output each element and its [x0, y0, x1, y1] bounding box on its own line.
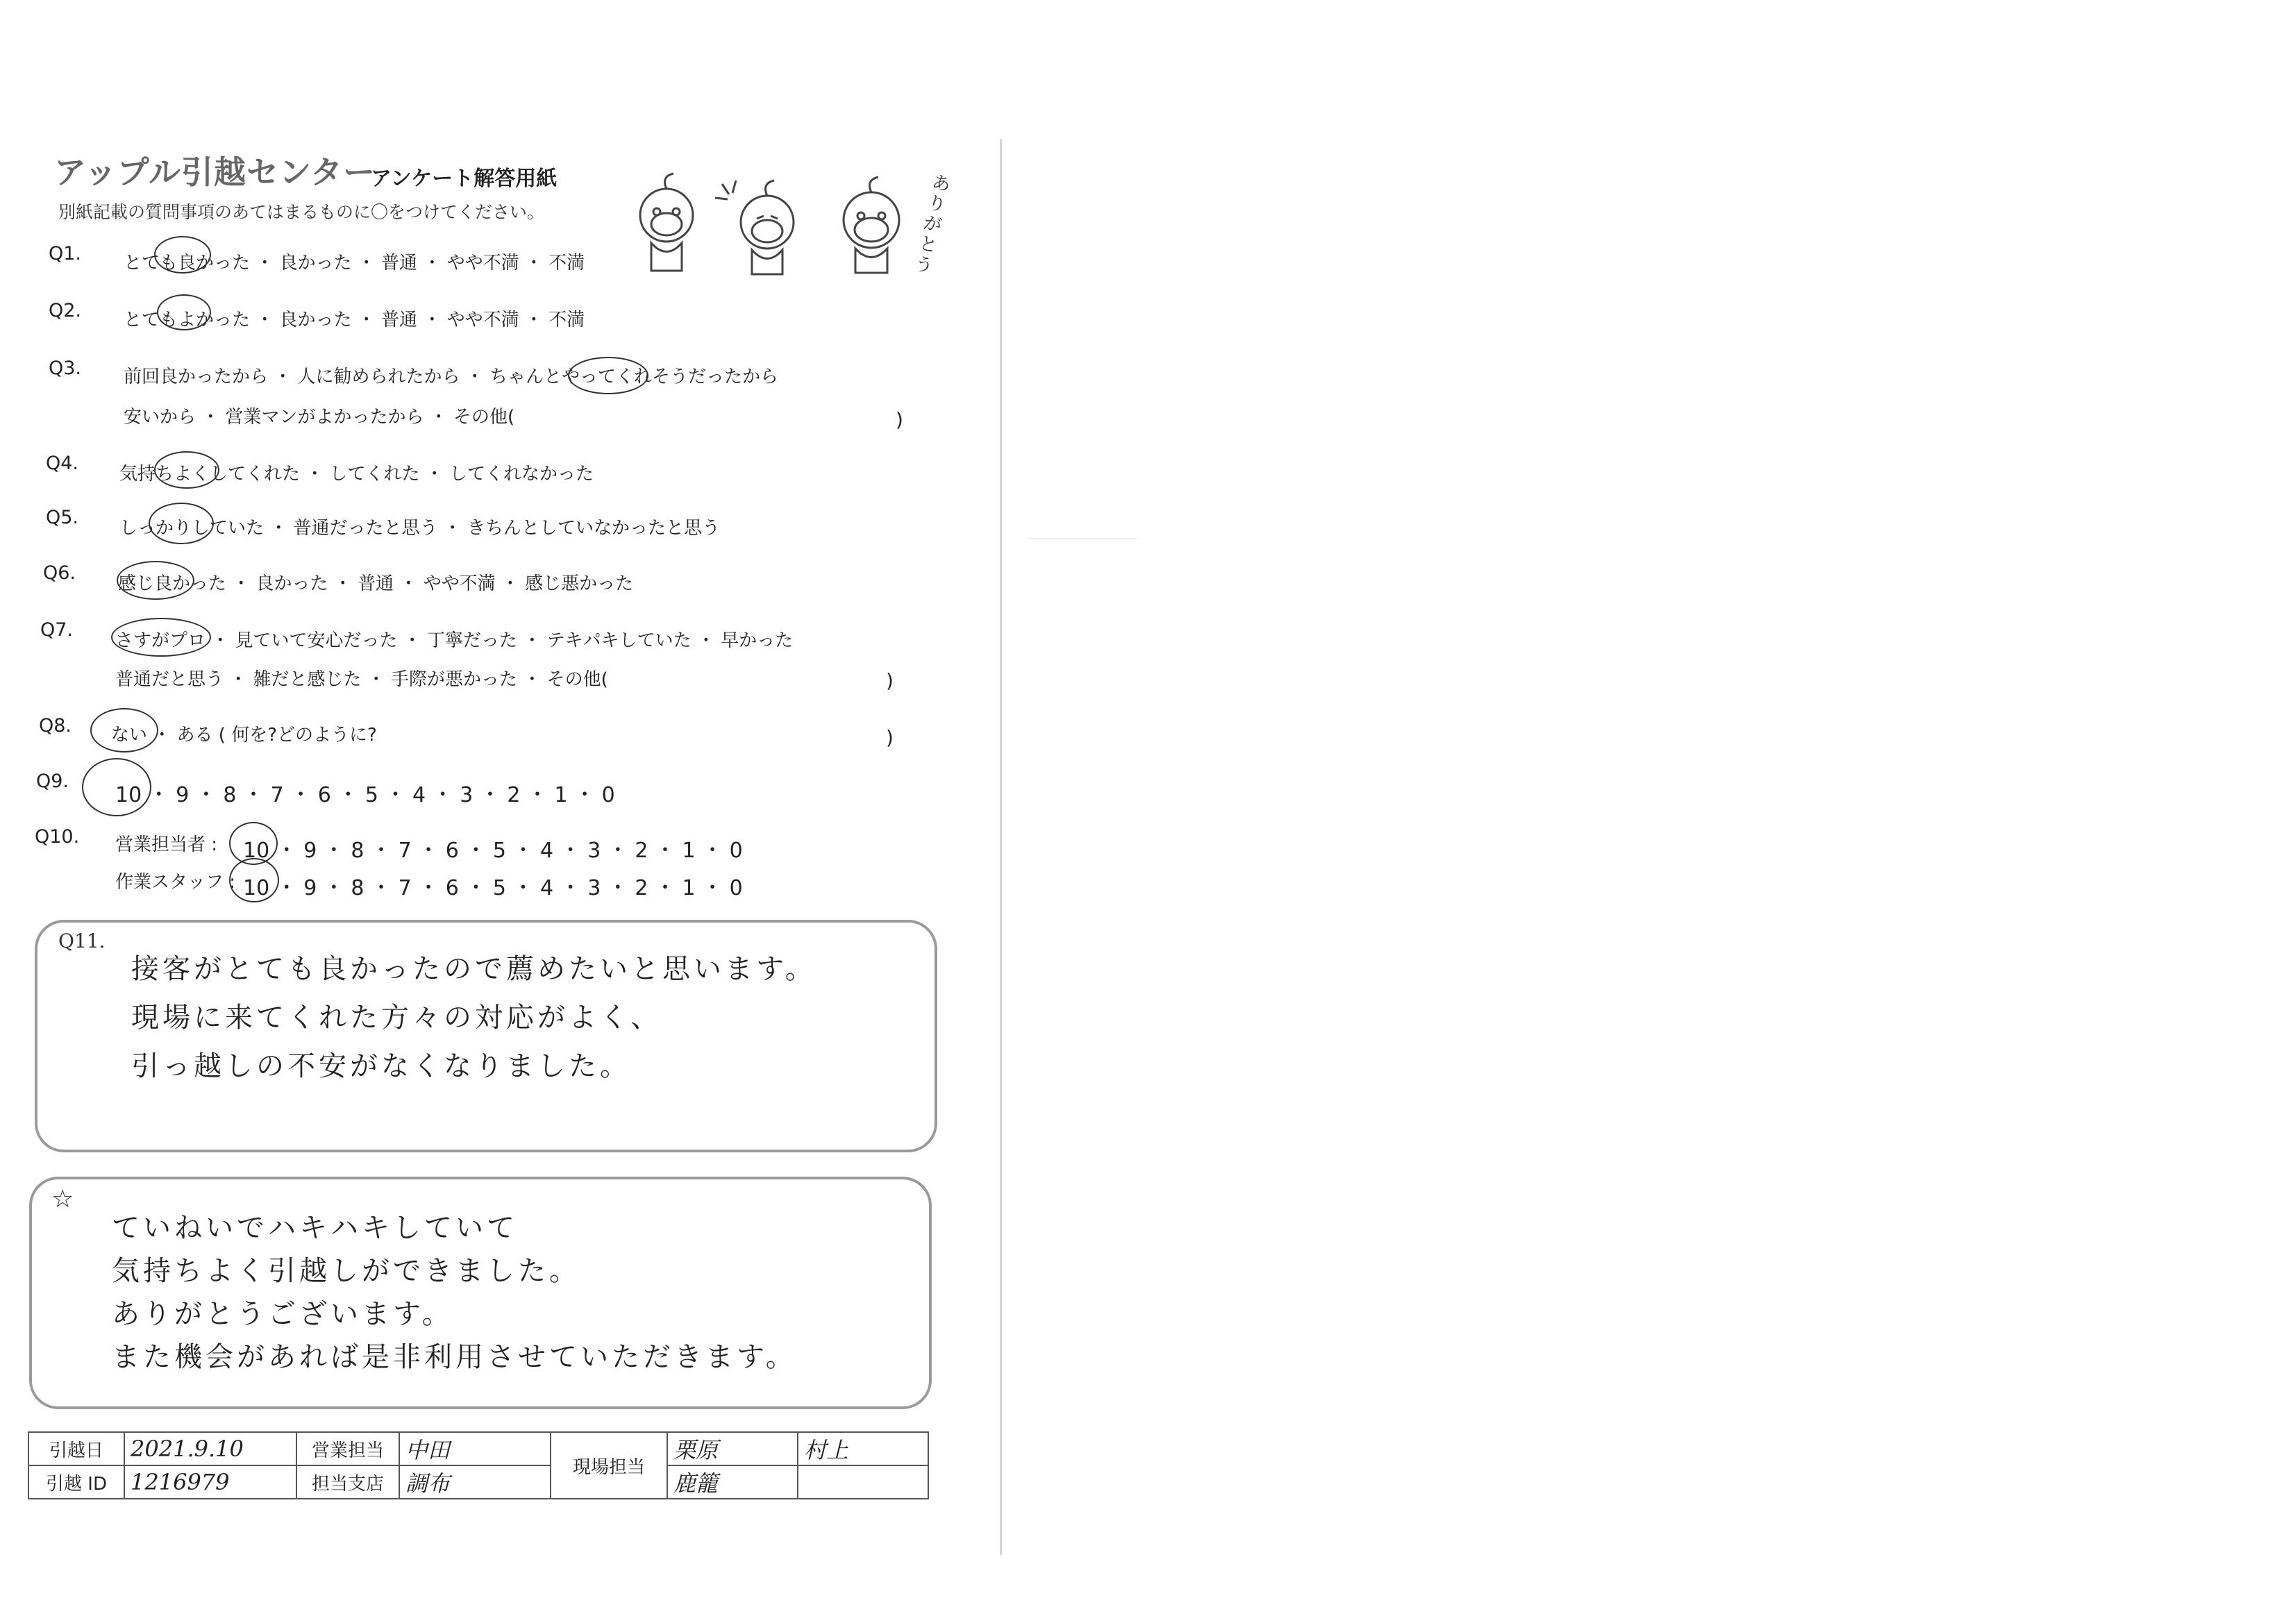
q11-comment-box [35, 920, 937, 1152]
q6-options[interactable]: 感じ良かった ・ 良かった ・ 普通 ・ やや不満 ・ 感じ悪かった [118, 573, 634, 594]
company-title: アップル引越センター [54, 153, 376, 191]
q7-options-line1[interactable]: さすがプロ ・ 見ていて安心だった ・ 丁寧だった ・ テキパキしていた ・ 早かった [115, 630, 794, 651]
move-info-table [28, 1431, 929, 1499]
q10-sales-label: 営業担当者 : [115, 834, 218, 855]
thanks-text: ありがとう [912, 171, 953, 278]
q10-sales-scale[interactable]: 10 ・ 9 ・ 8 ・ 7 ・ 6 ・ 5 ・ 4 ・ 3 ・ 2 ・ 1 ・ 0 [243, 839, 743, 863]
q4-selection-circle [154, 451, 219, 489]
q10-staff-scale[interactable]: 10 ・ 9 ・ 8 ・ 7 ・ 6 ・ 5 ・ 4 ・ 3 ・ 2 ・ 1 ・ 0 [243, 876, 743, 900]
scan-mark [1028, 538, 1139, 539]
q10-staff-selection-circle [229, 858, 279, 902]
q11-label: Q11. [58, 930, 106, 952]
q2-label: Q2. [49, 300, 82, 321]
star-icon: ☆ [51, 1185, 74, 1213]
branch-value: 調布 [399, 1465, 551, 1499]
site-rep-label: 現場担当 [551, 1432, 667, 1499]
comment-line-1: ていねいでハキハキしていて [112, 1212, 518, 1244]
branch-label: 担当支店 [296, 1465, 399, 1499]
q8-label: Q8. [39, 715, 72, 737]
q5-selection-circle [149, 503, 214, 544]
q11-line-2: 現場に来てくれた方々の対応がよく、 [131, 1002, 662, 1034]
q3-label: Q3. [49, 358, 82, 379]
q9-selection-circle [82, 758, 151, 816]
q2-selection-circle [157, 294, 211, 330]
sales-rep-label: 営業担当 [296, 1432, 399, 1465]
q9-scale[interactable]: 10 ・ 9 ・ 8 ・ 7 ・ 6 ・ 5 ・ 4 ・ 3 ・ 2 ・ 1 ・ 0 [115, 783, 615, 807]
q3-options-line2[interactable]: 安いから ・ 営業マンがよかったから ・ その他( [124, 407, 515, 428]
site-rep-empty [798, 1465, 928, 1499]
free-comment-box [29, 1177, 932, 1409]
q4-options[interactable]: 気持ちよくしてくれた ・ してくれた ・ してくれなかった [119, 464, 594, 485]
q2-options[interactable]: とてもよかった ・ 良かった ・ 普通 ・ やや不満 ・ 不満 [124, 310, 585, 330]
sales-rep-value: 中田 [399, 1432, 551, 1465]
site-rep-3: 鹿籠 [667, 1465, 798, 1499]
comment-line-3: ありがとうございます。 [112, 1298, 453, 1330]
move-date-label: 引越日 [28, 1432, 124, 1465]
q5-label: Q5. [46, 507, 79, 528]
q5-options[interactable]: しっかりしていた ・ 普通だったと思う ・ きちんとしていなかったと思う [119, 518, 721, 539]
site-rep-2: 村上 [798, 1432, 928, 1465]
q4-label: Q4. [46, 453, 79, 474]
move-id-label: 引越 ID [28, 1465, 124, 1499]
q3-options-line1[interactable]: 前回良かったから ・ 人に勧められたから ・ ちゃんとやってくれそうだったから [124, 367, 779, 387]
q11-line-3: 引っ越しの不安がなくなりました。 [131, 1050, 631, 1082]
form-subtitle: アンケート解答用紙 [371, 167, 558, 191]
q9-label: Q9. [36, 771, 69, 792]
q8-selection-circle [90, 708, 158, 752]
move-date-value: 2021.9.10 [124, 1432, 296, 1465]
q6-selection-circle [117, 561, 194, 600]
move-id-value: 1216979 [124, 1465, 296, 1499]
q1-options[interactable]: とても良かった ・ 良かった ・ 普通 ・ やや不満 ・ 不満 [124, 253, 585, 274]
q7-label: Q7. [40, 619, 74, 641]
q6-label: Q6. [43, 562, 76, 584]
q1-selection-circle [154, 236, 211, 274]
site-rep-1: 栗原 [667, 1432, 798, 1465]
q7-options-line2[interactable]: 普通だと思う ・ 雑だと感じた ・ 手際が悪かった ・ その他( [115, 669, 608, 690]
q8-close-paren: ) [886, 726, 894, 749]
monkey-mascot-illustration [611, 156, 916, 295]
q8-options[interactable]: ない ・ ある ( 何を?どのように? [111, 725, 377, 746]
q10-staff-label: 作業スタッフ : [115, 872, 236, 893]
instruction-text: 別紙記載の質問事項のあてはまるものに〇をつけてください。 [58, 202, 545, 222]
q10-label: Q10. [35, 826, 80, 848]
q1-label: Q1. [49, 243, 82, 264]
q3-close-paren: ) [896, 408, 903, 431]
survey-sheet [0, 0, 1000, 1562]
q7-close-paren: ) [886, 669, 894, 692]
q3-selection-circle [568, 357, 648, 394]
page-edge-shadow [1000, 139, 1002, 1555]
comment-line-2: 気持ちよく引越しができました。 [112, 1255, 580, 1287]
q11-line-1: 接客がとても良かったので薦めたいと思います。 [131, 953, 816, 985]
q7-selection-circle [111, 618, 211, 657]
comment-line-4: また機会があれば是非利用させていただきます。 [112, 1341, 797, 1373]
